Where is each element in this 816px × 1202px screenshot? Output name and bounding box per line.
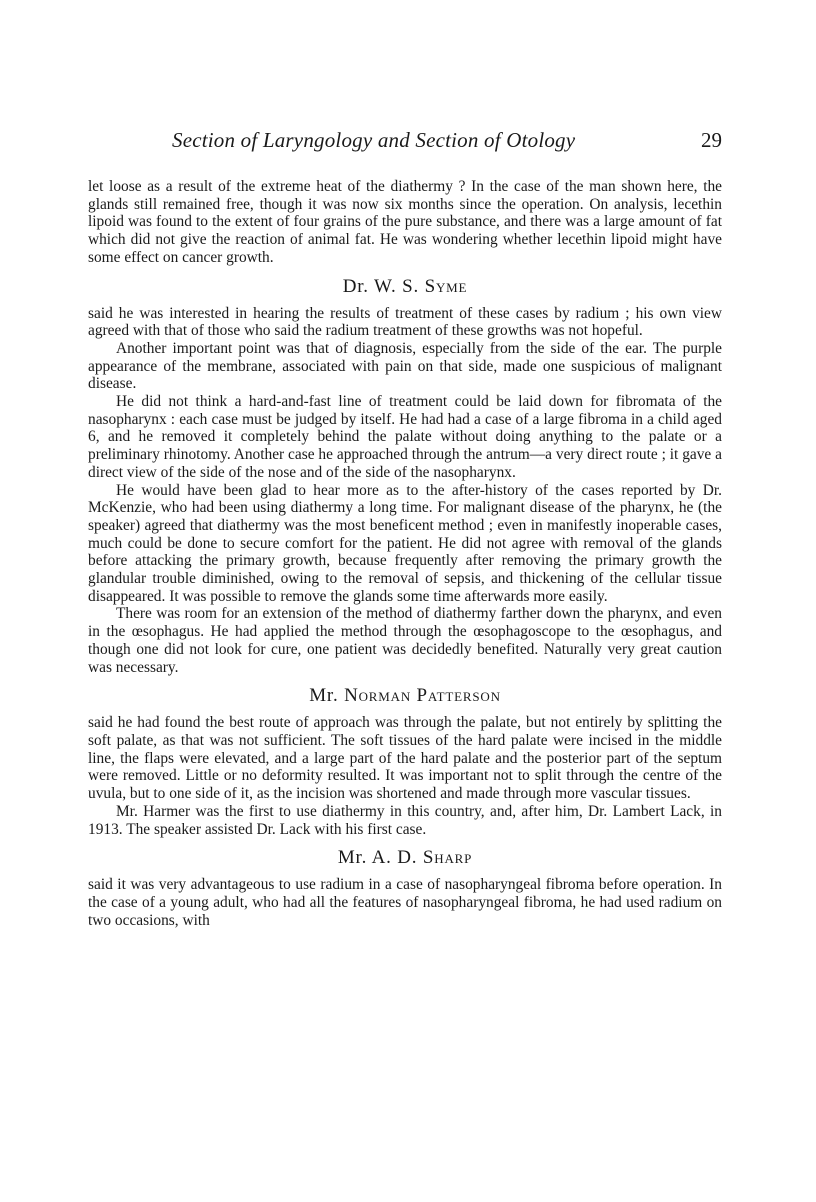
paragraph: said it was very advantageous to use radium in a case of nasopharyngeal fibroma before operation. In the case of a young adult, who had all the features of nasopharyngeal fibroma, he had used radium on two occasions, with [88,876,722,929]
speaker-heading-sharp [88,847,722,869]
paragraph: Mr. Harmer was the first to use diathermy in this country, and, after him, Dr. Lambert Lack, in 1913. The speaker assisted Dr. Lack with his first case. [88,802,722,838]
speaker-surname: Sharp [422,847,473,869]
paragraph: Another important point was that of diagnosis, especially from the side of the ear. The purple appearance of the membrane, associated with pain on that side, made one suspicious of malignant disease. [88,339,722,393]
speaker-prefix: Dr. W. S. [342,275,425,297]
speaker-prefix: Mr. [309,685,345,707]
page-number: 29 [701,128,722,152]
speaker-heading-syme [88,276,722,298]
paragraph: There was room for an extension of the method of diathermy farther down the pharynx, and even in the œsophagus. He had applied the method through the œsophagoscope to the œsophagus, and though one did not look for cure, one patient was decidedly benefited. Naturally very great caution was necessary. [88,605,722,676]
body-text [88,178,722,929]
paragraph: said he had found the best route of approach was through the palate, but not entirely by splitting the soft palate, as that was not sufficient. The soft tissues of the hard palate were incised in the middle line, the flaps were elevated, and a large part of the hard palate and the posterior part of the septum were removed. Little or no deformity resulted. It was important not to split through the centre of the uvula, but to one side of it, as the incision was shortened and made through more vascular tissues. [88,714,722,803]
speaker-surname: Syme [424,275,468,297]
speaker-surname: Norman Patterson [344,685,501,707]
paragraph: He would have been glad to hear more as to the after-history of the cases reported by Dr. McKenzie, who had been using diathermy a long time. For malignant disease of the pharynx, he (the speaker) agreed that diathermy was the most beneficent method ; even in manifestly inoperable cases, much could be done to secure comfort for the patient. He did not agree with removal of the glands before attacking the primary growth, because frequently after removing the primary growth the glandular trouble diminished, owing to the removal of sepsis, and thickening of the cellular tissue disappeared. It was possible to remove the glands some time afterwards more easily. [88,481,722,605]
speaker-prefix: Mr. A. D. [337,847,423,869]
paragraph: He did not think a hard-and-fast line of treatment could be laid down for fibromata of the nasopharynx : each case must be judged by itself. He had had a case of a large fibroma in a child aged 6, and he removed it completely behind the palate without doing anything to the palate or a preliminary rhinotomy. Another case he approached through the antrum—a very direct route ; it gave a direct view of the side of the nose and of the side of the nasopharynx. [88,393,722,481]
paragraph-continued: let loose as a result of the extreme heat of the diathermy ? In the case of the man shown here, the glands still remained free, though it was now six months since the operation. On analysis, lecethin lipoid was found to the extent of four grains of the pure substance, and there was a large amount of fat which did not give the reaction of animal fat. He was wondering whether lecethin lipoid might have some effect on cancer growth. [88,178,722,266]
paragraph: said he was interested in hearing the results of treatment of these cases by radium ; his own view agreed with that of those who said the radium treatment of these growths was not hopeful. [88,304,722,340]
running-title: Section of Laryngology and Section of Otology [172,128,576,152]
speaker-heading-patterson [88,685,722,707]
